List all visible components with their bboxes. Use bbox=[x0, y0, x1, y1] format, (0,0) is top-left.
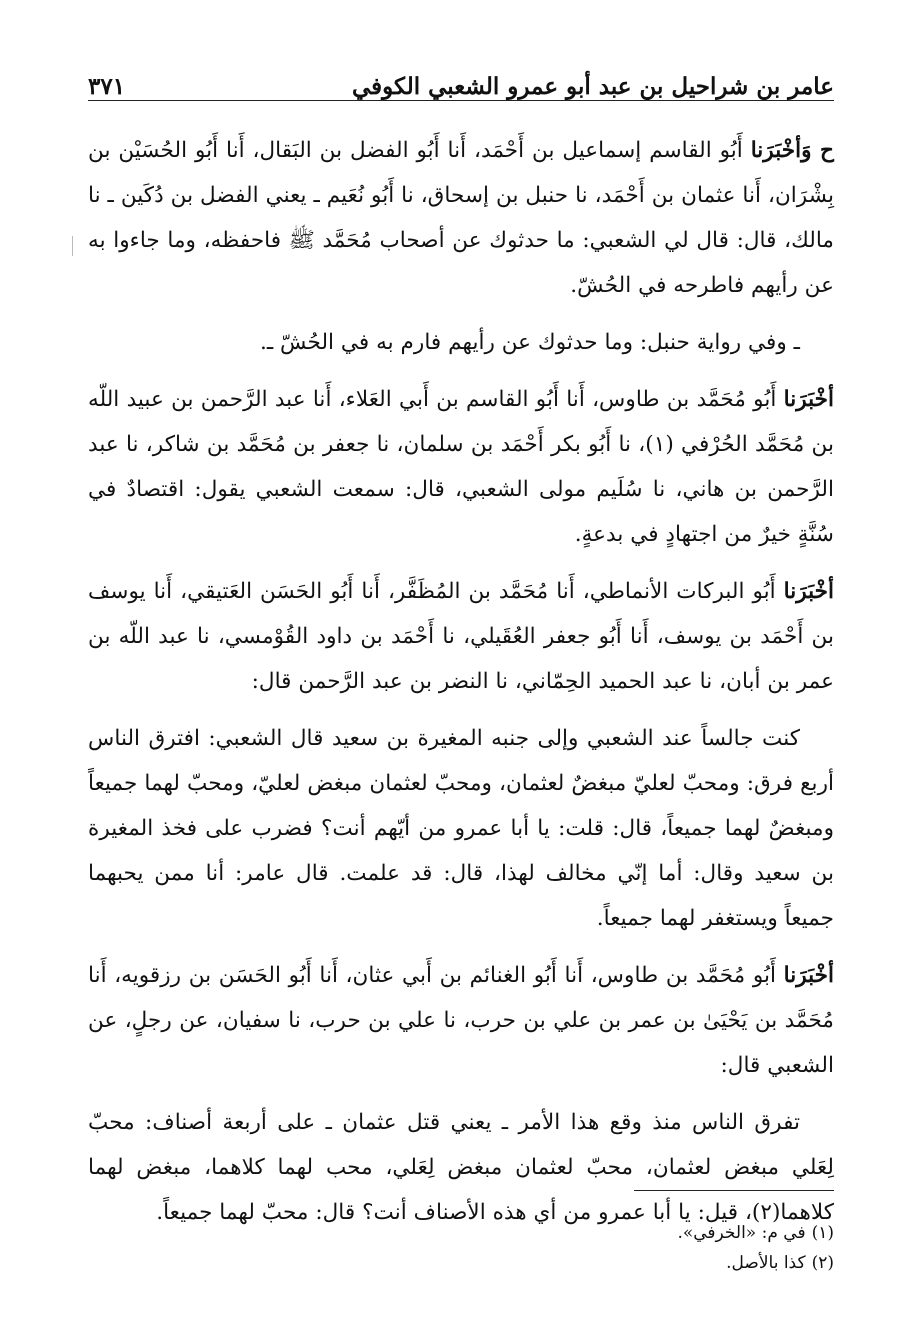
footnote-text: كذا بالأصل. bbox=[726, 1253, 806, 1273]
header-rule bbox=[88, 100, 834, 101]
header-title: عامر بن شراحيل بن عبد أبو عمرو الشعبي الكوفي bbox=[351, 73, 834, 100]
margin-mark bbox=[72, 236, 73, 256]
footnote-number: (٢) bbox=[811, 1253, 834, 1273]
footnote-number: (١) bbox=[811, 1223, 834, 1243]
paragraph-text: تفرق الناس منذ وقع هذا الأمر ـ يعني قتل عثمان ـ على أربعة أصناف: محبّ لِعَلي مبغض لعثمان، محبّ لعثمان مبغض لِعَلي، محب لهما كلاهما، مبغض لهما كلاهما(٢)، قيل: يا أبا عمرو من أي هذه الأصناف أنت؟ قال: محبّ لهما جميعاً. bbox=[88, 1110, 834, 1225]
paragraph-text: أَبُو مُحَمَّد بن طاوس، أَنا أَبُو القاسم بن أَبي العَلاء، أَنا عبد الرَّحمن بن عبيد اللّه بن مُحَمَّد الحُرْفي (١)، نا أَبُو بكر أَحْمَد بن سلمان، نا جعفر بن مُحَمَّد بن شاكر، نا عبد الرَّحمن بن هاني، نا سُلَيم مولى الشعبي، قال: سمعت الشعبي يقول: اقتصادٌ في سُنَّةٍ خيرٌ من اجتهادٍ في بدعةٍ. bbox=[88, 387, 835, 547]
paragraph bbox=[88, 1100, 834, 1235]
footnote bbox=[88, 1218, 834, 1248]
paragraph-text: كنت جالساً عند الشعبي وإلى جنبه المغيرة بن سعيد قال الشعبي: افترق الناس أربع فرق: ومحبّ لعليّ مبغضٌ لعثمان، ومحبّ لعثمان مبغض لعليّ، ومحبّ لهما جميعاً ومبغضٌ لهما جميعاً، قال: قلت: يا أبا عمرو من أيّهم أنت؟ فضرب على فخذ المغيرة بن سعيد وقال: أما إنّي مخالف لهذا، قال: قد علمت. قال عامر: أنا ممن يحبهما جميعاً ويستغفر لهما جميعاً. bbox=[88, 726, 834, 931]
paragraph-text: أَبُو مُحَمَّد بن طاوس، أَنا أَبُو الغنائم بن أَبي عثان، أَنا أَبُو الحَسَن بن رزقويه، أَنا مُحَمَّد بن يَحْيَىٰ بن عمر بن علي بن حرب، نا علي بن حرب، نا سفيان، عن رجلٍ، عن الشعبي قال: bbox=[88, 963, 834, 1078]
running-header bbox=[88, 60, 834, 100]
paragraph-lead: أخْبَرَنا bbox=[783, 963, 834, 988]
paragraph bbox=[88, 128, 834, 308]
paragraph-lead: أخْبَرَنا bbox=[783, 579, 834, 604]
paragraph-text: أَبُو البركات الأنماطي، أَنا مُحَمَّد بن المُظَفَّر، أَنا أَبُو الحَسَن العَتيقي، أَنا يوسف بن أَحْمَد بن يوسف، أَنا أَبُو جعفر العُقَيلي، نا أَحْمَد بن داود القُوْمسي، نا عبد اللّه بن عمر بن أبان، نا عبد الحميد الحِمّاني، نا النضر بن عبد الرَّحمن قال: bbox=[88, 579, 834, 694]
main-text bbox=[88, 128, 834, 1247]
paragraph bbox=[88, 716, 834, 941]
paragraph-text: أَبُو القاسم إسماعيل بن أَحْمَد، أَنا أَبُو الفضل بن البَقال، أَنا أَبُو الحُسَيْن بن بِشْرَان، أَنا عثمان بن أَحْمَد، نا حنبل بن إسحاق، نا أَبُو نُعَيم ـ يعني الفضل بن دُكَين ـ نا مالك، قال: قال لي الشعبي: ما حدثوك عن أصحاب مُحَمَّد ﷺ فاحفظه، وما جاءوا به عن رأيهم فاطرحه في الحُشّ. bbox=[88, 138, 834, 298]
page-number: ٣٧١ bbox=[88, 73, 126, 100]
paragraph-lead: أخْبَرَنا bbox=[783, 387, 834, 412]
footnote-text: في م: «الخرفي». bbox=[677, 1223, 806, 1243]
paragraph bbox=[88, 569, 834, 704]
paragraph bbox=[88, 377, 834, 557]
paragraph bbox=[88, 953, 834, 1088]
paragraph-lead: ح وَأخْبَرَنا bbox=[750, 138, 834, 163]
footnote-rule bbox=[634, 1190, 834, 1191]
footnotes bbox=[88, 1218, 834, 1278]
paragraph-text: ـ وفي رواية حنبل: وما حدثوك عن رأيهم فارم به في الحُشّ ـ. bbox=[259, 330, 800, 355]
footnote bbox=[88, 1248, 834, 1278]
paragraph bbox=[88, 320, 834, 365]
